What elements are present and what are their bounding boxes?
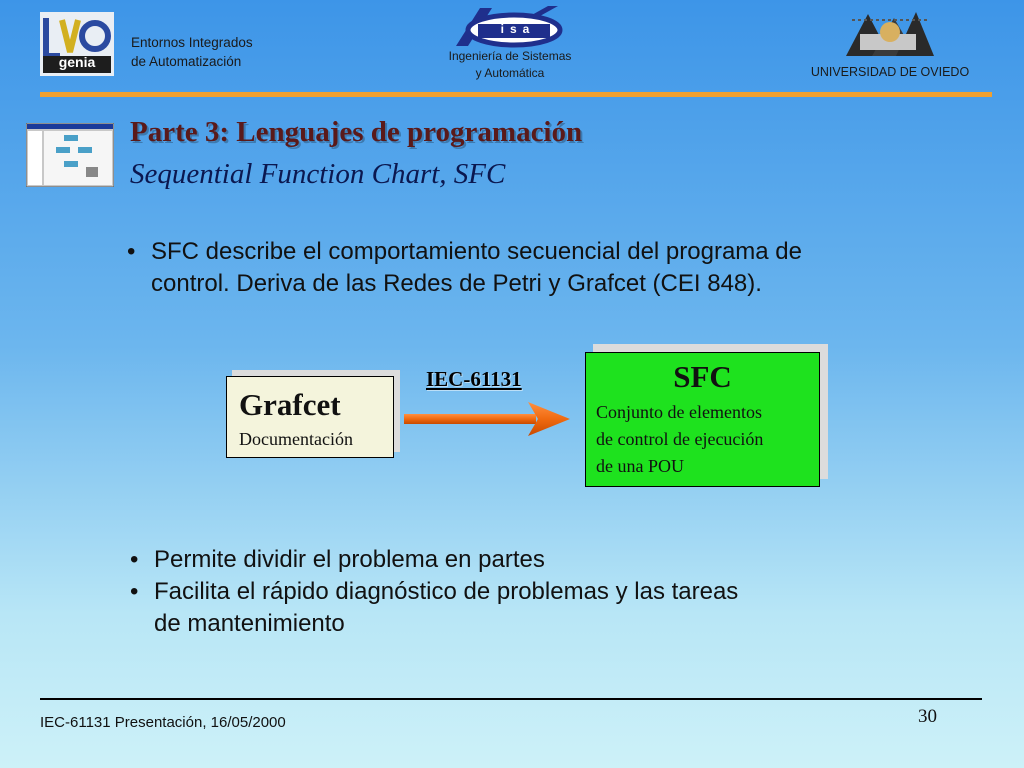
- arrow-label: IEC-61131: [426, 367, 522, 391]
- screenshot-thumbnail: [26, 123, 114, 187]
- footer-text: IEC-61131 Presentación, 16/05/2000: [40, 714, 286, 731]
- slide-subtitle: Sequential Function Chart, SFC: [130, 158, 506, 190]
- page-number: 30: [918, 706, 937, 727]
- intro-bullet-text2: control. Deriva de las Redes de Petri y Grafcet (CEI 848).: [151, 270, 762, 297]
- sfc-description-line3: de una POU: [596, 456, 684, 476]
- left-caption-line2: de Automatización: [131, 54, 242, 69]
- sfc-box: [585, 352, 820, 487]
- sfc-title: SFC: [673, 359, 732, 394]
- intro-bullet: [127, 236, 967, 300]
- isa-logo-text: isa: [500, 22, 536, 36]
- grafcet-subtitle: Documentación: [239, 429, 353, 449]
- bullet-item: [130, 544, 970, 576]
- left-caption: [131, 33, 253, 71]
- bullet-dot: •: [127, 238, 136, 265]
- intro-bullet-text1: SFC describe el comportamiento secuencial del programa de: [151, 238, 802, 265]
- university-seal: [842, 6, 938, 58]
- bullet-continuation: [130, 608, 970, 640]
- sfc-description-line2: de control de ejecución: [596, 429, 764, 449]
- university-caption: UNIVERSIDAD DE OVIEDO: [810, 65, 970, 79]
- sfc-description-line1: Conjunto de elementos: [596, 402, 762, 422]
- bullet-dot: •: [130, 546, 139, 573]
- intro-bullet-line1: [127, 236, 967, 268]
- bullet-text: Permite dividir el problema en partes: [154, 546, 545, 573]
- slide-title: Parte 3: Lenguajes de programación: [130, 116, 583, 148]
- grafcet-title: Grafcet: [239, 387, 341, 422]
- left-caption-line1: Entornos Integrados: [131, 35, 253, 50]
- bullet-list: [130, 544, 970, 640]
- transform-arrow: [404, 400, 570, 438]
- bullet-text: de mantenimiento: [154, 610, 345, 637]
- bullet-text: Facilita el rápido diagnóstico de problemas y las tareas: [154, 578, 739, 605]
- bullet-item: [130, 576, 970, 608]
- center-caption-line1: Ingeniería de Sistemas: [448, 49, 572, 63]
- intro-bullet-line2: [127, 268, 967, 300]
- sfc-description: [596, 399, 763, 480]
- center-caption-line2: y Automática: [475, 66, 545, 80]
- bullet-dot: •: [130, 578, 139, 605]
- genia-logo-text: genia: [58, 54, 96, 70]
- center-caption: [420, 48, 600, 82]
- header-rule: [40, 92, 992, 97]
- grafcet-box: [226, 376, 394, 458]
- footer-rule: [40, 698, 982, 700]
